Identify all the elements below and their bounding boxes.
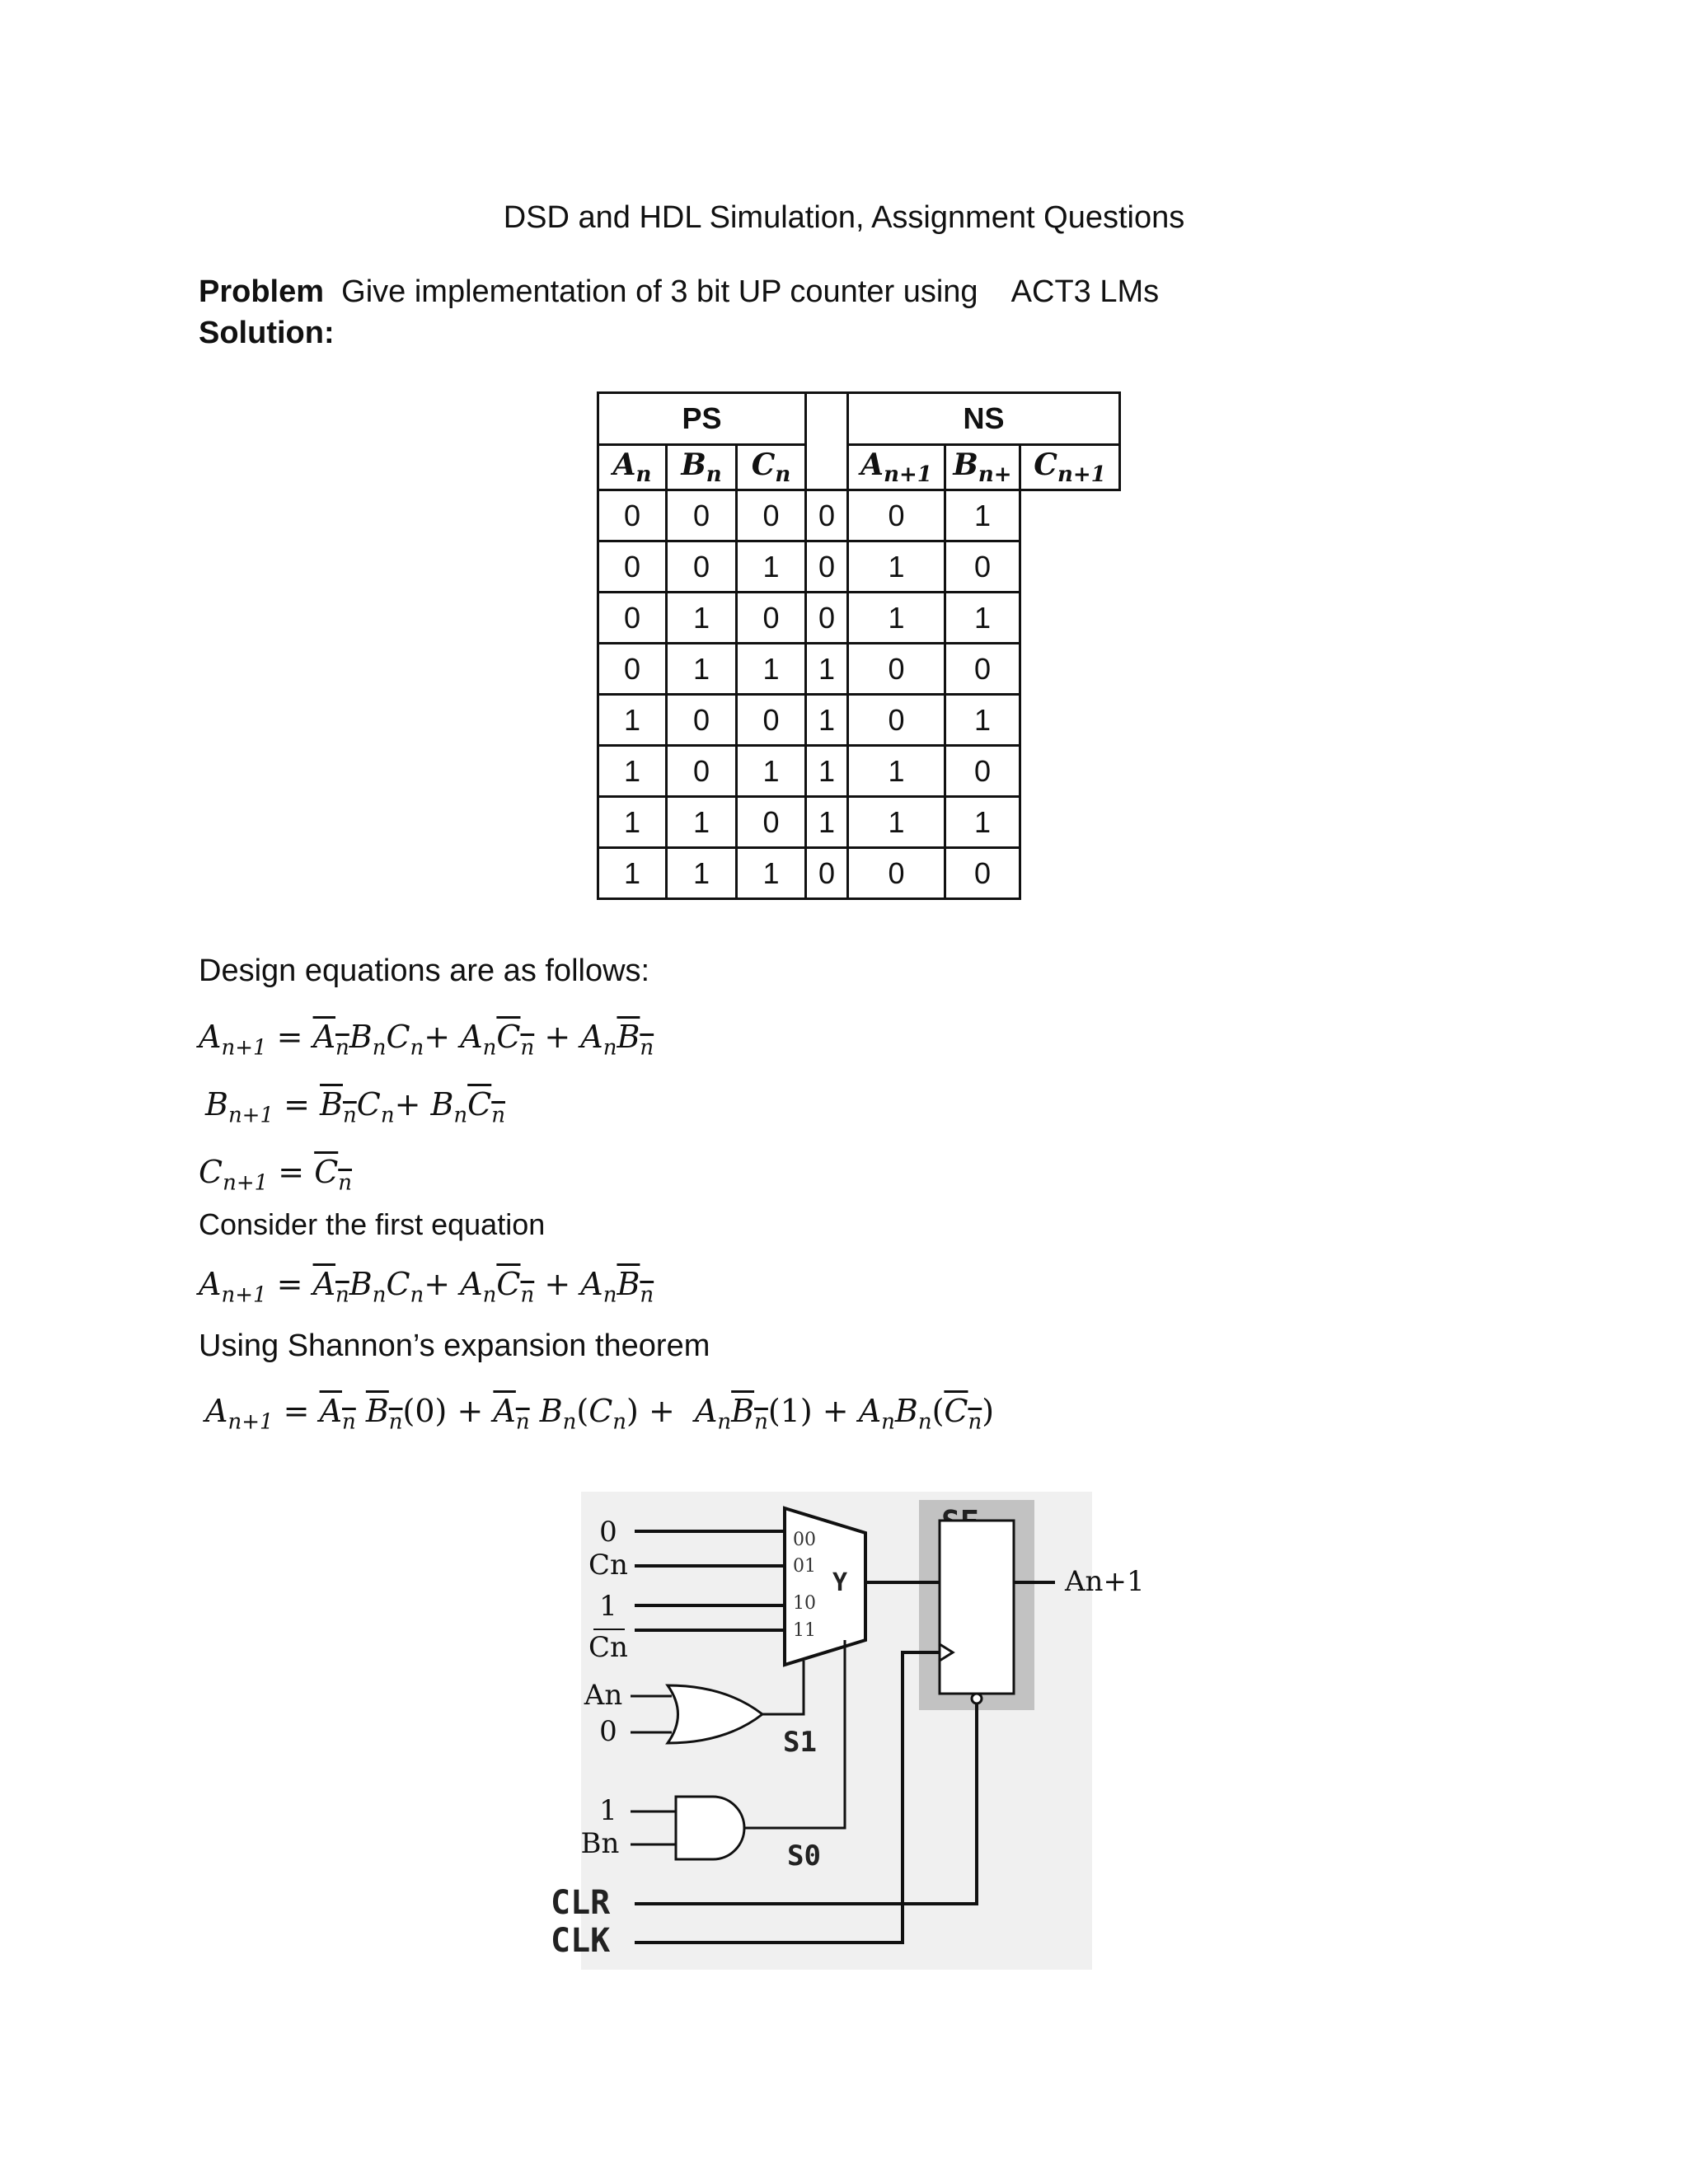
input-label-0: 0	[599, 1516, 617, 1549]
ns-var-0: $A_{n+1}$	[848, 445, 945, 490]
ns-var-2: $C_{n+1}$	[1020, 445, 1120, 490]
table-cell: 1	[848, 541, 945, 593]
s0-label: S0	[787, 1840, 821, 1872]
table-cell: 1	[945, 695, 1020, 746]
output-label: An+1	[1065, 1565, 1145, 1598]
table-cell: 1	[737, 746, 806, 797]
table-cell: 0	[848, 848, 945, 899]
table-cell: 0	[848, 695, 945, 746]
clear-input-bubble	[972, 1694, 982, 1704]
table-cell: 1	[848, 797, 945, 848]
mux-output-label: Y	[832, 1568, 848, 1597]
and-input-label-1: 1	[599, 1794, 617, 1827]
table-cell: 1	[667, 848, 737, 899]
table-cell: 1	[945, 797, 1020, 848]
shannon-expansion: $A_{n+1} = A_n$ $B_n(0) + A_n$ $B_n(C_n) + A_nB_n(1) + A_nB_n(C_n)$	[205, 1393, 995, 1435]
table-cell: 0	[945, 644, 1020, 695]
act3-logic-module-diagram	[544, 1483, 1154, 1978]
table-cell: 0	[667, 541, 737, 593]
table-body	[598, 490, 1120, 899]
table-cell: 1	[737, 848, 806, 899]
table-cell: 1	[667, 644, 737, 695]
mux-input-00: 00	[793, 1530, 816, 1550]
clr-label: CLR	[551, 1884, 611, 1922]
flip-flop	[940, 1521, 1014, 1694]
table-row	[598, 593, 1120, 644]
and-gate	[676, 1797, 744, 1859]
mux-input-11: 11	[793, 1620, 816, 1641]
equation-a-repeat: $A_{n+1} = A_nB_nC_n+ A_nC_n + A_nB_n$	[199, 1266, 654, 1308]
table-cell: 1	[848, 593, 945, 644]
table-row	[598, 644, 1120, 695]
ns-var-1: $B_{n+}$	[945, 445, 1020, 490]
table-row	[598, 746, 1120, 797]
table-cell: 1	[806, 746, 848, 797]
mux-input-10: 10	[793, 1593, 816, 1614]
table-cell: 1	[667, 593, 737, 644]
shannon-text: Using Shannon’s expansion theorem	[199, 1329, 710, 1363]
problem-text: Give implementation of 3 bit UP counter using ACT3 LMs	[341, 274, 1160, 309]
table-cell: 1	[945, 593, 1020, 644]
table-cell: 0	[848, 490, 945, 541]
or-input-label-0: 0	[599, 1715, 617, 1748]
table-cell: 0	[806, 593, 848, 644]
table-cell: 0	[945, 541, 1020, 593]
table-cell: 1	[737, 541, 806, 593]
table-cell: 1	[598, 797, 667, 848]
table-cell: 1	[667, 797, 737, 848]
table-cell: 0	[667, 490, 737, 541]
equation-a: $A_{n+1} = A_nB_nC_n+ A_nC_n + A_nB_n$	[199, 1019, 654, 1061]
table-cell: 1	[598, 848, 667, 899]
solution-label: Solution:	[199, 316, 335, 350]
ns-header: NS	[848, 393, 1120, 445]
table-cell: 1	[848, 746, 945, 797]
table-cell: 0	[945, 848, 1020, 899]
table-cell: 0	[667, 695, 737, 746]
equation-c: $C_{n+1} = C_n$	[199, 1154, 353, 1196]
table-cell: 0	[598, 644, 667, 695]
table-cell: 1	[806, 797, 848, 848]
table-cell: 0	[667, 746, 737, 797]
table-cell: 0	[806, 848, 848, 899]
variable-row	[598, 445, 1120, 490]
table-cell: 0	[806, 541, 848, 593]
table-cell: 1	[806, 644, 848, 695]
table-cell: 1	[945, 490, 1020, 541]
table-row	[598, 695, 1120, 746]
table-cell: 0	[598, 541, 667, 593]
table-cell: 0	[737, 490, 806, 541]
table-cell: 0	[945, 746, 1020, 797]
input-label-1: 1	[599, 1590, 617, 1623]
input-label-cn-bar: Cn	[588, 1631, 628, 1664]
table-cell: 0	[737, 593, 806, 644]
table-cell: 1	[598, 695, 667, 746]
ps-var-1: $B_n$	[667, 445, 737, 490]
mux-input-01: 01	[793, 1556, 816, 1577]
table-cell: 0	[806, 490, 848, 541]
table-cell: 0	[598, 593, 667, 644]
ps-var-0: $A_n$	[598, 445, 667, 490]
input-label-cn: Cn	[588, 1549, 628, 1582]
table-row	[598, 541, 1120, 593]
ps-var-2: $C_n$	[737, 445, 806, 490]
table-cell: 1	[806, 695, 848, 746]
problem-label: Problem	[199, 274, 325, 309]
equation-b: $B_{n+1} = B_nC_n+ B_nC_n$	[205, 1086, 505, 1128]
ps-header: PS	[598, 393, 806, 445]
table-cell: 0	[737, 797, 806, 848]
table-cell: 1	[737, 644, 806, 695]
problem-statement	[199, 274, 1159, 310]
page-title: DSD and HDL Simulation, Assignment Questions	[503, 200, 1185, 235]
table-row	[598, 490, 1120, 541]
table-cell: 0	[848, 644, 945, 695]
table-cell: 0	[598, 490, 667, 541]
table-cell: 1	[598, 746, 667, 797]
s1-label: S1	[783, 1726, 817, 1759]
design-intro: Design equations are as follows:	[199, 954, 650, 988]
table-cell: 0	[737, 695, 806, 746]
table-row	[598, 797, 1120, 848]
or-input-label-an: An	[584, 1679, 623, 1712]
table-row	[598, 848, 1120, 899]
clk-label: CLK	[551, 1922, 611, 1960]
and-input-label-bn: Bn	[580, 1827, 620, 1860]
state-table	[597, 391, 1121, 900]
table-gap-column	[806, 393, 848, 490]
consider-text: Consider the first equation	[199, 1207, 546, 1241]
